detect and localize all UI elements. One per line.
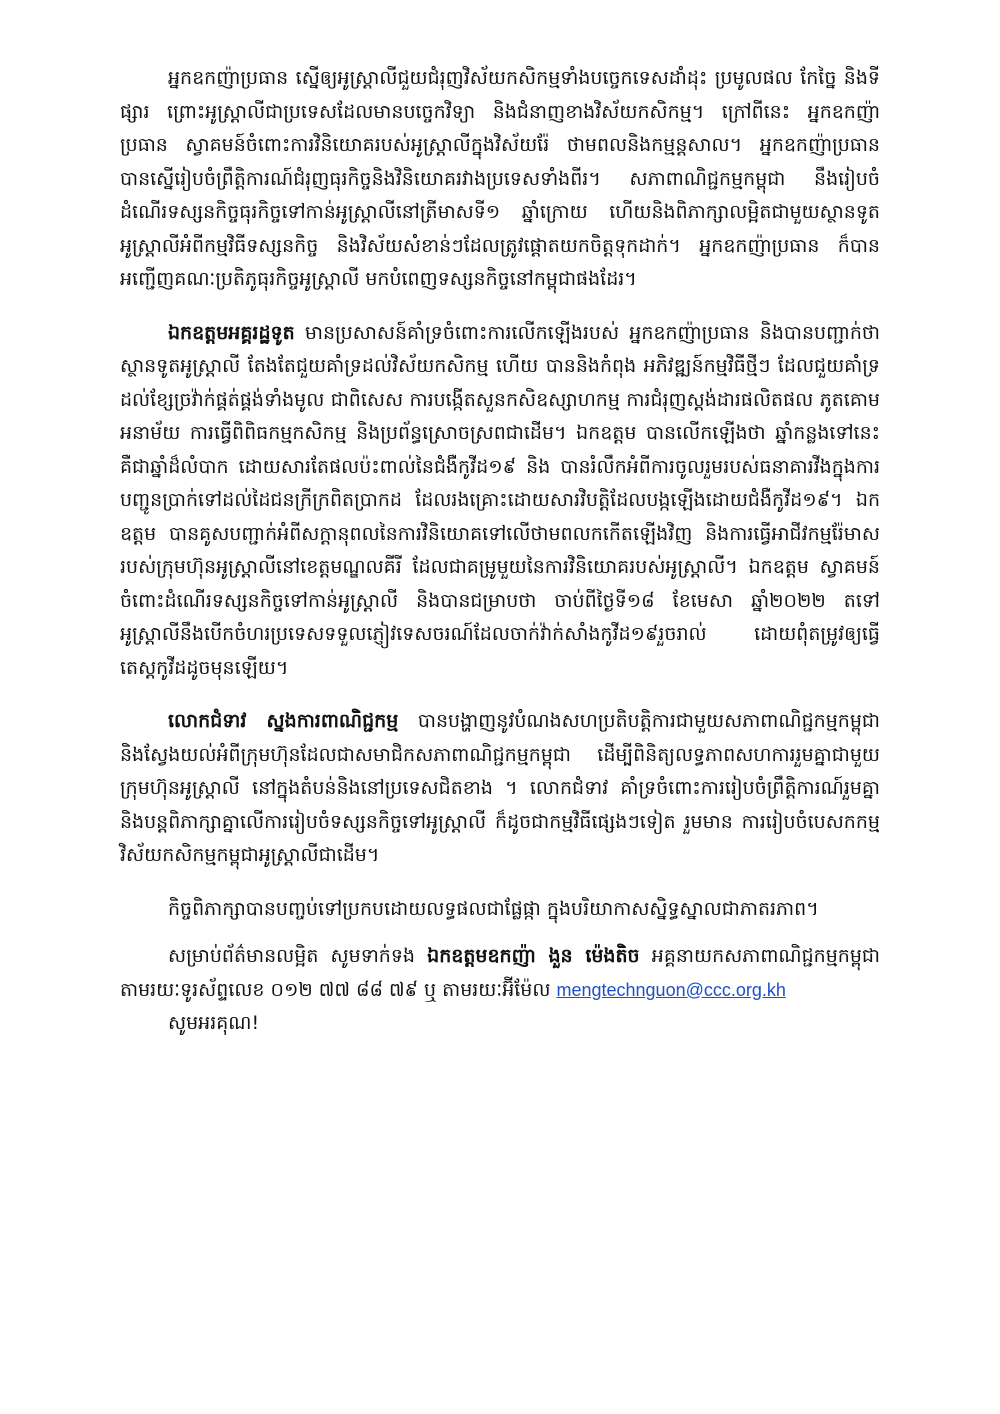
closing-thanks: សូមអរគុណ! (168, 1012, 260, 1034)
trade-commissioner-statement: បានបង្ហាញនូវបំណងសហប្រតិបត្តិការជាមួយសភាពាណិជ្ជកម្មកម្ពុជា និងស្វែងយល់អំពីក្រុមហ៊ុនដែលជាសមាជិកសភាពាណិជ្ជកម្មកម្ពុជា ដើម្បីពិនិត្យលទ្ធភាពសហការរួមគ្នាជាមួយក្រុមហ៊ុនអូស្ត្រាលី នៅក្នុងតំបន់និងនៅប្រទេសជិតខាង ។ លោកជំទាវ គាំទ្រចំពោះការរៀបចំព្រឹត្តិការណ៍រួមគ្នា និងបន្តពិភាក្សាគ្នាលើការរៀបចំទស្សនកិច្ចទៅអូស្ត្រាលី ក៏ដូចជាកម្មវិធីផ្សេងៗទៀត រួមមាន ការរៀបចំបេសកកម្មវិស័យកសិកម្មកម្ពុជាអូស្ត្រាលីជាដើម។ (120, 710, 880, 866)
contact-role: អគ្គនាយកសភាពាណិជ្ជកម្មកម្ពុជា (639, 945, 881, 967)
ambassador-statement: មានប្រសាសន៍គាំទ្រចំពោះការលើកឡើងរបស់ អ្នកឧកញ៉ាប្រធាន និងបានបញ្ជាក់ថា ស្ថានទូតអូស្ត្រាលី តែងតែជួយគាំទ្រដល់វិស័យកសិកម្ម ហើយ បាននិងកំពុង អភិវឌ្ឍន៍កម្មវិធីថ្មីៗ ដែលជួយគាំទ្រដល់ខ្សែច្រវ៉ាក់ផ្គត់ផ្គង់ទាំងមូល ជាពិសេស ការបង្កើតសួនកសិឧស្សាហកម្ម ការជំរុញស្តង់ដារផលិតផល ភូតគោមអនាម័យ ការធ្វើពិពិធកម្មកសិកម្ម និងប្រព័ន្ធស្រោចស្រពជាដើម។ ឯកឧត្តម បានលើកឡើងថា ឆ្នាំកន្លងទៅនេះ គឺជាឆ្នាំដ៏លំបាក ដោយសារតែផលប៉ះពាល់នៃជំងឺកូវីដ១៩ និង បានរំលឹកអំពីការចូលរួមរបស់ធនាគារវីងក្នុងការបញ្ជូនប្រាក់ទៅដល់ដៃជនក្រីក្រពិតប្រាកដ ដែលរងគ្រោះដោយសារវិបត្តិដែលបង្កឡើងដោយជំងឺកូវីដ១៩។ ឯកឧត្តម បានគូសបញ្ជាក់អំពីសក្តានុពលនៃការវិនិយោគទៅលើថាមពលកកើតឡើងវិញ និងការធ្វើអាជីវកម្មរ៉ែមាសរបស់ក្រុមហ៊ុនអូស្ត្រាលីនៅខេត្តមណ្ឌលគីរី ដែលជាគម្រូមួយនៃការវិនិយោគរបស់អូស្ត្រាលី។ ឯកឧត្តម ស្វាគមន៍ចំពោះដំណើរទស្សនកិច្ចទៅកាន់អូស្ត្រាលី និងបានជម្រាបថា ចាប់ពីថ្ងៃទី១៨ ខែមេសា ឆ្នាំ២០២២ តទៅ អូស្ត្រាលីនឹងបើកចំហរប្រទេសទទួលភ្ញៀវទេសចរណ៍ដែលចាក់វ៉ាក់សាំងកូវីដ១៩រួចរាល់ ដោយពុំតម្រូវឲ្យធ្វើតេស្តកូវីដដូចមុនឡើយ។ (120, 321, 880, 679)
paragraph-conclusion: កិច្ចពិភាក្សាបានបញ្ចប់ទៅប្រកបដោយលទ្ធផលជាផ្លែផ្កា ក្នុងបរិយាកាសស្និទ្ធស្នាលជាភាតរភាព។ (168, 897, 819, 920)
contact-email-link[interactable]: mengtechnguon@ccc.org.kh (556, 979, 786, 1000)
contact-intro: សម្រាប់ព័ត៌មានលម្អិត សូមទាក់ទង (168, 945, 428, 967)
paragraph-ambassador (120, 317, 880, 686)
paragraph-president-request: អ្នកឧកញ៉ាប្រធាន ស្នើឲ្យអូស្ត្រាលីជួយជំរុញវិស័យកសិកម្មទាំងបច្ចេកទេសដាំដុះ ប្រមូលផល កែច្នៃ និងទីផ្សារ ព្រោះអូស្ត្រាលីជាប្រទេសដែលមានបច្ចេកវិទ្យា និងជំនាញខាងវិស័យកសិកម្ម។ ក្រៅពីនេះ អ្នកឧកញ៉ាប្រធាន ស្វាគមន៍ចំពោះការវិនិយោគរបស់អូស្ត្រាលីក្នុងវិស័យរ៉ែ ថាមពលនិងកម្មន្តសាល។ អ្នកឧកញ៉ាប្រធាន បានស្នើរៀបចំព្រឹត្តិការណ៍ជំរុញធុរកិច្ចនិងវិនិយោគរវាងប្រទេសទាំងពីរ។ សភាពាណិជ្ជកម្មកម្ពុជា នឹងរៀបចំដំណើរទស្សនកិច្ចធុរកិច្ចទៅកាន់អូស្ត្រាលីនៅត្រីមាសទី១ ឆ្នាំក្រោយ ហើយនិងពិភាក្សាលម្អិតជាមួយស្ថានទូតអូស្ត្រាលីអំពីកម្មវិធីទស្សនកិច្ច និងវិស័យសំខាន់ៗដែលត្រូវផ្ដោតយកចិត្តទុកដាក់។ អ្នកឧកញ៉ាប្រធាន ក៏បានអញ្ជើញគណៈប្រតិភូធុរកិច្ចអូស្ត្រាលី មកបំពេញទស្សនកិច្ចនៅកម្ពុជាផងដែរ។ (120, 67, 880, 290)
paragraph-contact (120, 940, 880, 1007)
ambassador-title: ឯកឧត្តមអគ្គរដ្ឋទូត (168, 321, 295, 344)
contact-name: ឯកឧត្តមឧកញ៉ា ងួន ម៉េងតិច (427, 945, 640, 967)
trade-commissioner-title: លោកជំទាវ ស្នងការពាណិជ្ជកម្ម (168, 710, 399, 732)
paragraph-trade-commissioner (120, 705, 880, 873)
contact-phone-line: តាមរយៈទូរស័ព្ទលេខ ០១២ ៧៧ ៨៨ ៧៩ ឬ តាមរយៈអ៊ីម៉ែល (120, 978, 557, 1001)
